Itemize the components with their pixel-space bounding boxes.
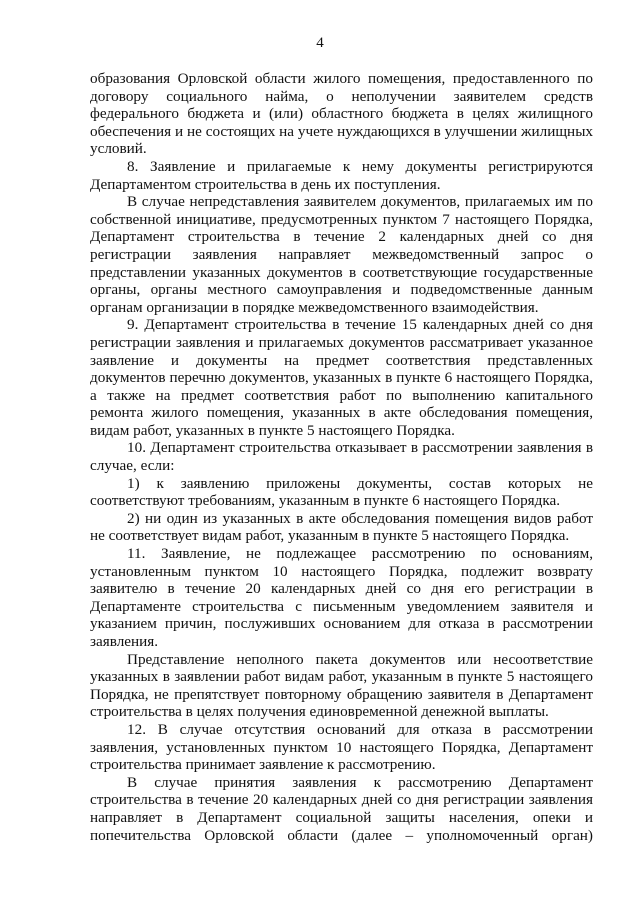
paragraph-item-10-subitem-1: 1) к заявлению приложены документы, состав которых не соответствуют требованиям, указанным в пункте 6 настоящего Порядка. (90, 474, 593, 510)
paragraph-incomplete-documents: Представление неполного пакета документов или несоответствие указанных в заявлении работ видам работ, указанным в пункте 5 настоящего Порядка, не препятствует повторному обращению заявителя в Департамент строительства в целях получения единовременной денежной выплаты. (90, 650, 593, 721)
document-body (90, 70, 593, 844)
paragraph-acceptance: В случае принятия заявления к рассмотрению Департамент строительства в течение 20 календарных дней со дня регистрации заявления направляет в Департамент социальной защиты населения, опеки и попечительства Орловской области (далее – уполномоченный орган) (90, 773, 593, 844)
paragraph-interagency-request: В случае непредставления заявителем документов, прилагаемых им по собственной инициативе, предусмотренных пунктом 7 настоящего Порядка, Департамент строительства в течение 2 календарных дней со дня регистрации заявления направляет межведомственный запрос о представлении указанных документов в соответствующие государственные органы, органы местного самоуправления и подведомственные данным органам организации в порядке межведомственного взаимодействия. (90, 193, 593, 316)
paragraph-item-11: 11. Заявление, не подлежащее рассмотрению по основаниям, установленным пунктом 10 настоящего Порядка, подлежит возврату заявителю в течение 20 календарных дней со дня его регистрации в Департаменте строительства с письменным уведомлением заявителя и указанием причин, послуживших основанием для отказа в рассмотрении заявления. (90, 545, 593, 650)
paragraph-continuation: образования Орловской области жилого помещения, предоставленного по договору социального найма, о неполучении заявителем средств федерального бюджета и (или) областного бюджета в целях жилищного обеспечения и не состоящих на учете нуждающихся в улучшении жилищных условий. (90, 70, 593, 158)
page-number: 4 (316, 35, 324, 51)
paragraph-item-12: 12. В случае отсутствия оснований для отказа в рассмотрении заявления, установленных пунктом 10 настоящего Порядка, Департамент строительства принимает заявление к рассмотрению. (90, 720, 593, 774)
paragraph-item-8: 8. Заявление и прилагаемые к нему документы регистрируются Департаментом строительства в день их поступления. (90, 157, 593, 193)
paragraph-item-10: 10. Департамент строительства отказывает в рассмотрении заявления в случае, если: (90, 439, 593, 475)
paragraph-item-10-subitem-2: 2) ни один из указанных в акте обследования помещения видов работ не соответствует видам работ, указанным в пункте 5 настоящего Порядка. (90, 509, 593, 545)
paragraph-item-9: 9. Департамент строительства в течение 15 календарных дней со дня регистрации заявления и прилагаемых документов рассматривает указанное заявление и документы на предмет соответствия представленных документов перечню документов, указанных в пункте 6 настоящего Порядка, а также на предмет соответствия работ по выполнению капитального ремонта жилого помещения, указанных в акте обследования помещения, видам работ, указанных в пункте 5 настоящего Порядка. (90, 316, 593, 439)
